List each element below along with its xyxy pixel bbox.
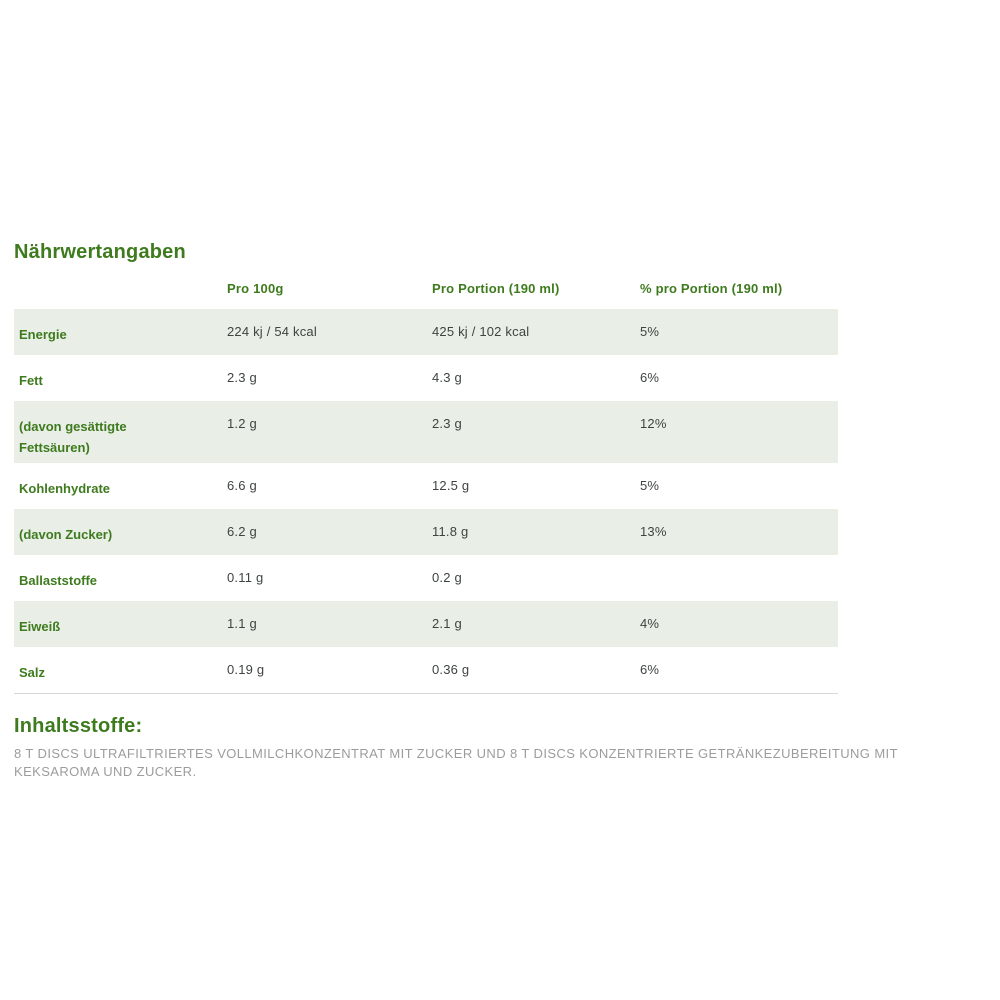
row-value-per-100g: 6.6 g	[227, 478, 257, 493]
table-row-ballaststoffe	[14, 555, 838, 601]
row-value-per-100g: 0.11 g	[227, 570, 264, 585]
header-cell-percent-portion: % pro Portion (190 ml)	[640, 281, 783, 296]
table-row-energie	[14, 309, 838, 355]
ingredients-section	[14, 715, 986, 781]
row-value-percent: 5%	[640, 324, 660, 339]
row-value-per-portion: 12.5 g	[432, 478, 470, 493]
row-label: (davon Zucker)	[19, 527, 113, 542]
table-row-davon-zucker	[14, 509, 838, 555]
row-value-per-100g: 224 kj / 54 kcal	[227, 324, 317, 339]
ingredients-title: Inhaltsstoffe:	[14, 715, 143, 737]
nutrition-table-header	[14, 281, 838, 296]
ingredients-text: 8 T DISCS ULTRAFILTRIERTES VOLLMILCHKONZENTRAT MIT ZUCKER UND 8 T DISCS KONZENTRIERTE GETRÄNKEZUBEREITUNG MIT KEKSAROMA UND ZUCKER.	[14, 746, 898, 780]
nutrition-table	[14, 281, 838, 694]
header-cell-per-100g: Pro 100g	[227, 281, 284, 296]
row-value-percent: 6%	[640, 662, 660, 677]
row-value-percent	[640, 570, 838, 601]
nutrition-table-body	[14, 309, 838, 694]
table-row-kohlenhydrate	[14, 463, 838, 509]
row-value-percent: 6%	[640, 370, 660, 385]
row-value-per-portion: 425 kj / 102 kcal	[432, 324, 530, 339]
row-label: Kohlenhydrate	[19, 481, 111, 496]
row-label: Salz	[19, 665, 46, 680]
row-value-percent: 5%	[640, 478, 660, 493]
table-row-eiweiss	[14, 601, 838, 647]
row-value-percent: 13%	[640, 524, 667, 539]
row-label: Energie	[19, 327, 67, 342]
table-row-fett	[14, 355, 838, 401]
row-value-per-portion: 11.8 g	[432, 524, 469, 539]
nutrition-title: Nährwertangaben	[14, 241, 186, 263]
row-label: Eiweiß	[19, 619, 61, 634]
row-label: (davon gesättigte Fettsäuren)	[19, 419, 127, 456]
row-value-per-portion: 2.3 g	[432, 416, 462, 431]
row-value-percent: 12%	[640, 416, 667, 431]
row-value-per-100g: 0.19 g	[227, 662, 265, 677]
row-value-per-portion: 4.3 g	[432, 370, 462, 385]
table-row-salz	[14, 647, 838, 693]
row-value-per-portion: 0.36 g	[432, 662, 470, 677]
row-label: Fett	[19, 373, 43, 388]
row-value-per-100g: 1.1 g	[227, 616, 257, 631]
row-value-per-100g: 1.2 g	[227, 416, 257, 431]
row-value-per-portion: 2.1 g	[432, 616, 462, 631]
row-value-percent: 4%	[640, 616, 660, 631]
nutrition-section	[14, 241, 986, 781]
row-value-per-100g: 6.2 g	[227, 524, 257, 539]
row-value-per-portion: 0.2 g	[432, 570, 462, 585]
header-cell-empty	[14, 281, 227, 296]
row-label: Ballaststoffe	[19, 573, 98, 588]
table-row-gesaettigte-fettsaeuren	[14, 401, 838, 463]
header-cell-per-portion: Pro Portion (190 ml)	[432, 281, 560, 296]
row-value-per-100g: 2.3 g	[227, 370, 257, 385]
